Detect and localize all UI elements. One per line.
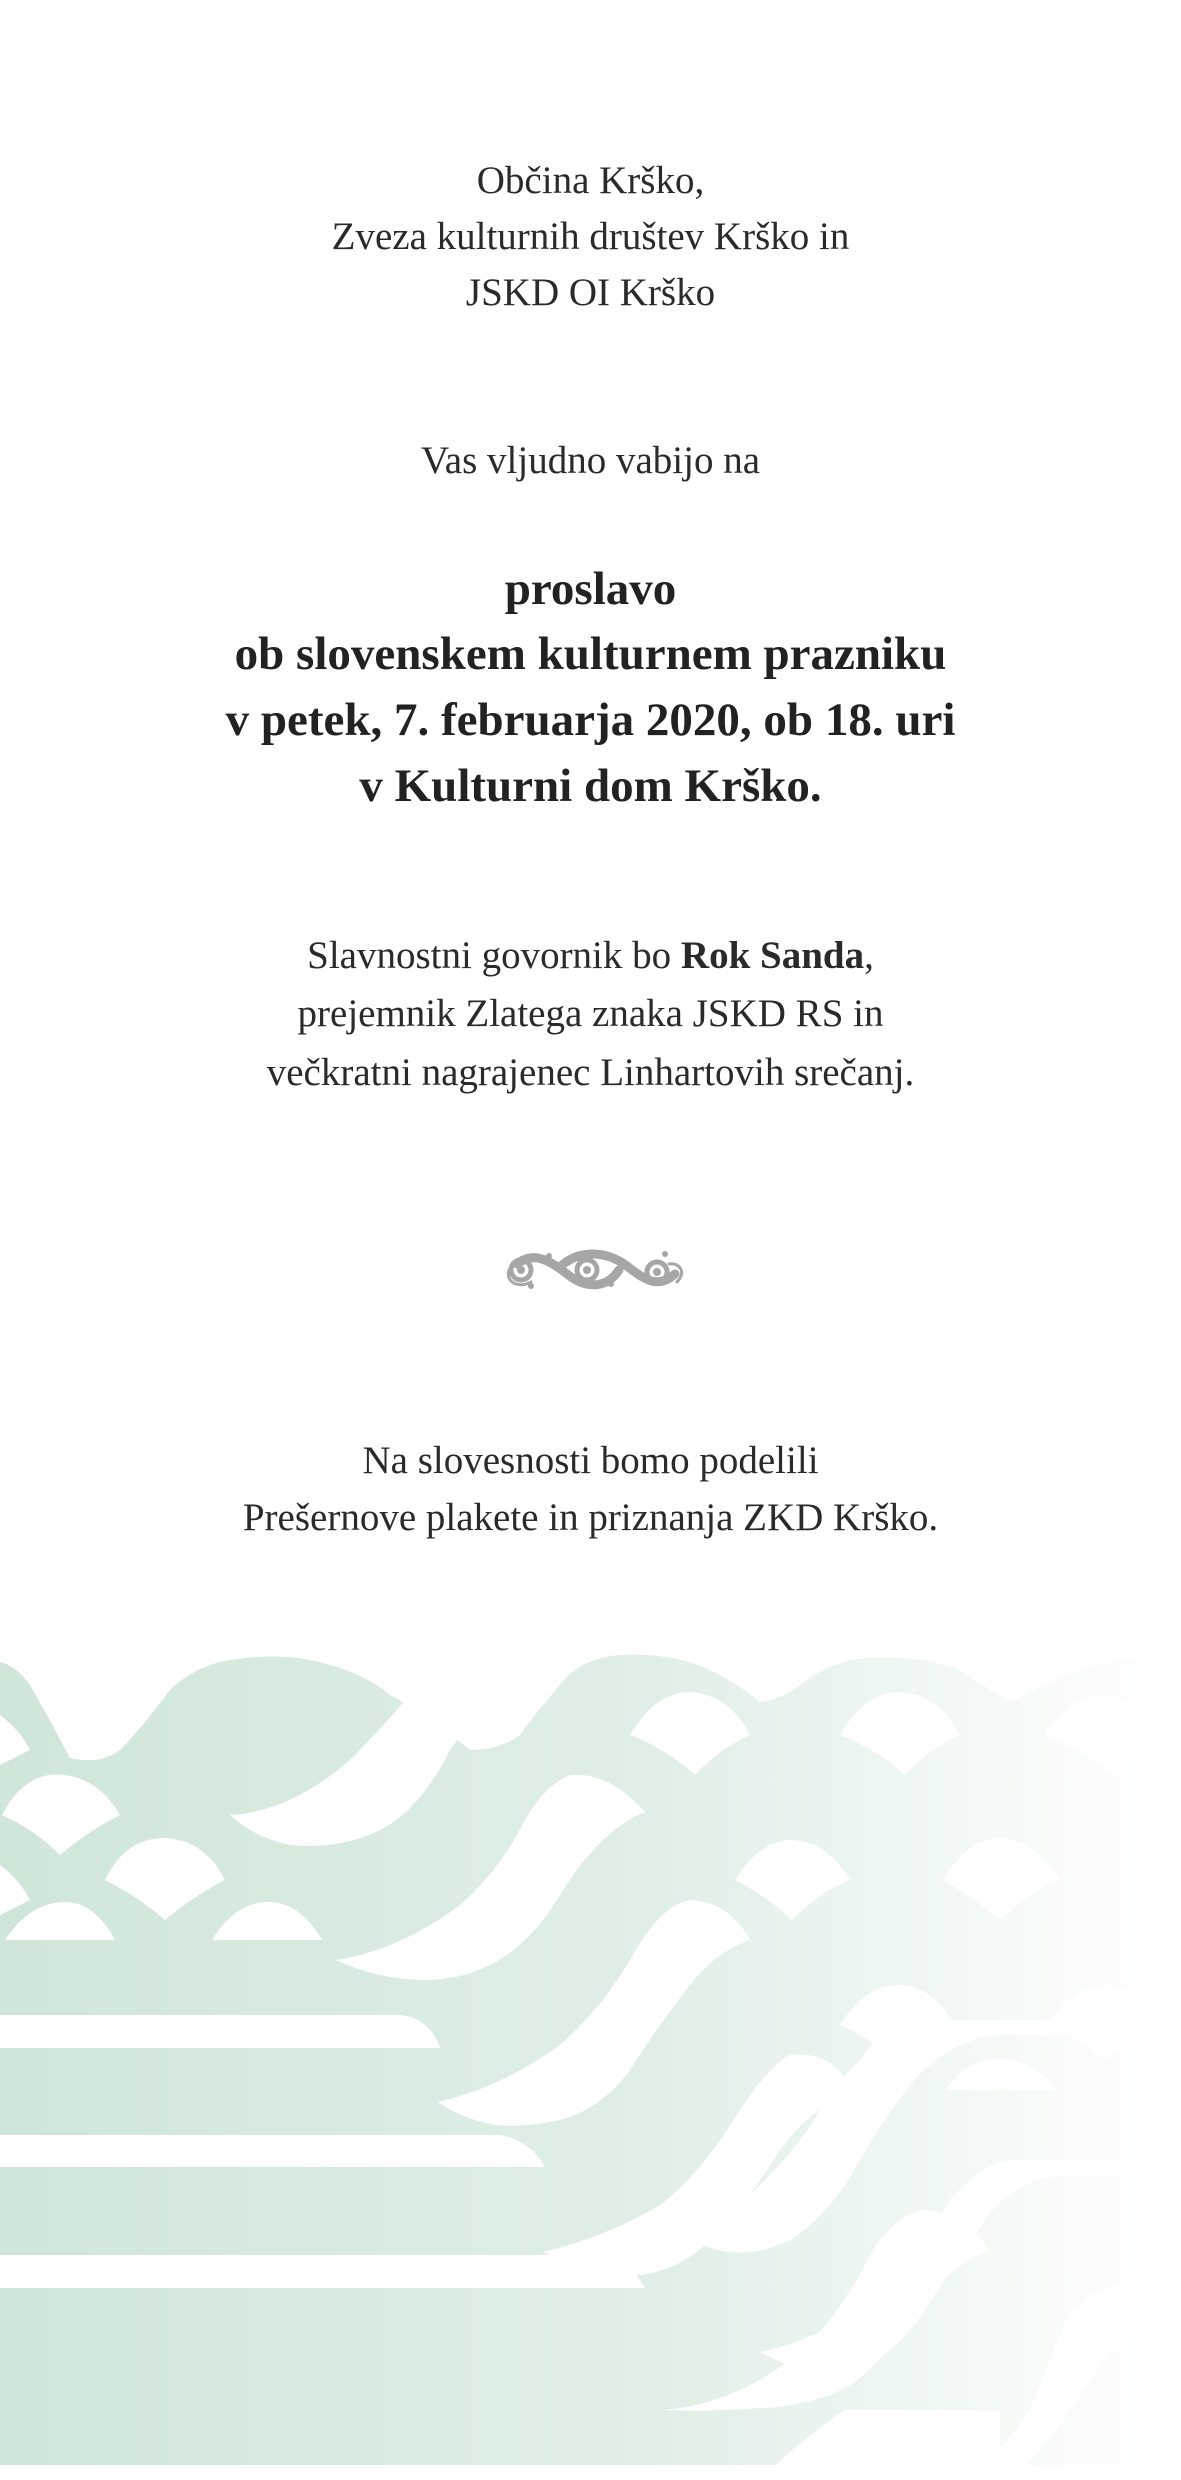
speaker-line: [0, 933, 1181, 978]
invitation-intro: Vas vljudno vabijo na: [420, 439, 761, 482]
host-line-2: Zveza kulturnih društev Krško in: [331, 215, 850, 258]
event-venue: v Kulturni dom Krško.: [359, 760, 822, 812]
host-line-1: Občina Krško,: [476, 159, 705, 202]
scroll-ornament-icon: [487, 1244, 691, 1296]
speaker-prefix: Slavnostni govornik bo: [307, 934, 681, 977]
speaker-name: Rok Sanda: [680, 934, 865, 977]
event-datetime: v petek, 7. februarja 2020, ob 18. uri: [225, 694, 956, 746]
event-title: proslavo: [504, 563, 677, 615]
awards-line-1: Na slovesnosti bomo podelili: [362, 1439, 819, 1482]
speaker-suffix: ,: [864, 934, 874, 977]
speaker-detail-1: prejemnik Zlatega znaka JSKD RS in: [297, 992, 884, 1035]
event-occasion: ob slovenskem kulturnem prazniku: [234, 628, 947, 680]
awards-line-2: Prešernove plakete in priznanja ZKD Krško.: [242, 1496, 939, 1539]
speaker-detail-2: večkratni nagrajenec Linhartovih srečanj.: [266, 1051, 915, 1094]
host-line-3: JSKD OI Krško: [465, 271, 716, 314]
wave-pattern-background: [0, 1640, 1181, 2480]
